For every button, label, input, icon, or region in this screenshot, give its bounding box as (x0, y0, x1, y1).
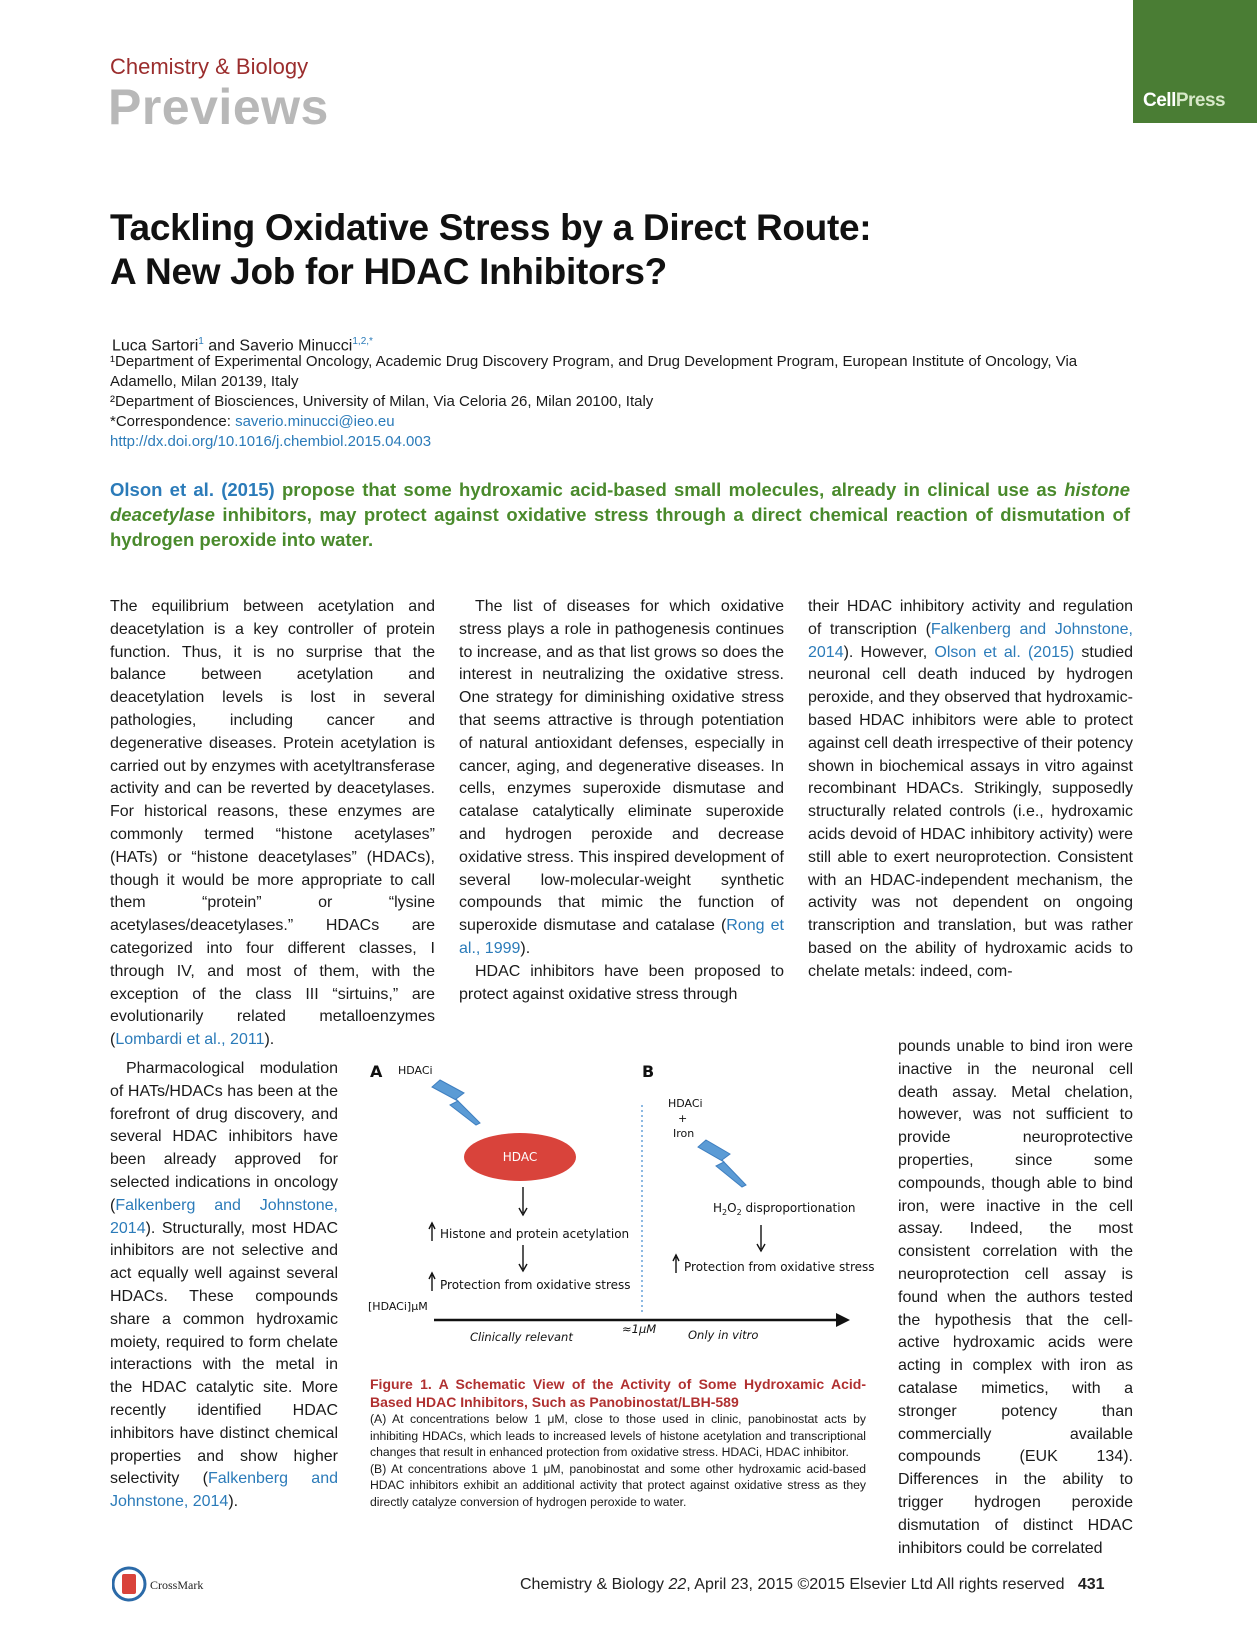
figure-caption (370, 1375, 866, 1510)
panel-b-hdaci-label: HDACi (668, 1097, 703, 1110)
cellpress-logo-text (1143, 90, 1225, 112)
citation-link[interactable]: Olson et al. (2015) (934, 643, 1075, 661)
panel-a-label: A (370, 1062, 383, 1081)
body-text: studied neuronal cell death induced by hydrogen peroxide, and they observed that hydroxamic-based HDAC inhibitors were able to protect against cell death irrespective of their potency shown in biochemical assays in vitro against recombinant HDACs. Strikingly, supposedly structurally related controls (i.e., hydroxamic acids devoid of HDAC inhibitory activity) were still able to exert neuroprotection. Consistent with an HDAC-independent mechanism, the activity was not dependent on ongoing transcription and translation, but was rather based on the ability of hydroxamic acids to chelate metals: indeed, com- (808, 643, 1134, 980)
footer-copyright: , April 23, 2015 ©2015 Elsevier Ltd All rights reserved (686, 1576, 1065, 1593)
body-text: ). (228, 1493, 239, 1511)
panel-b-plus: + (678, 1112, 688, 1125)
title-line-2: A New Job for HDAC Inhibitors? (110, 251, 667, 292)
citation-link[interactable]: Falkenberg and Johnstone, 2014 (808, 620, 1133, 661)
body-text: ). However, (843, 643, 935, 661)
lightning-bolt-icon (698, 1140, 746, 1187)
h2o2-h: H (713, 1201, 723, 1215)
body-text: ). (520, 939, 531, 957)
affiliation-1: ¹Department of Experimental Oncology, Academic Drug Discovery Program, and Drug Development Program, European Institute of Oncology, Via Adamello, Milan 20139, Italy (110, 353, 1078, 390)
column-3-top (808, 596, 1133, 984)
paragraph (110, 1058, 338, 1514)
cellpress-logo[interactable] (1133, 0, 1257, 123)
axis-arrowhead (836, 1313, 850, 1327)
article-title (110, 206, 871, 294)
figure-1-diagram (368, 1055, 876, 1355)
panel-a-protection-label: Protection from oxidative stress (440, 1278, 631, 1292)
author-1-affil[interactable]: 1 (198, 336, 204, 347)
crossmark-text: CrossMark (150, 1578, 204, 1592)
page-number: 431 (1077, 1576, 1105, 1593)
threshold-label: ≈1μM (622, 1322, 657, 1336)
h2o2-text: disproportionation (741, 1201, 856, 1215)
abstract-italic: histone deacetylase (110, 479, 1130, 525)
body-text: ). (264, 1031, 275, 1049)
citation-link[interactable]: Lombardi et al., 2011 (115, 1031, 265, 1049)
abstract (110, 477, 1130, 552)
caption-panel-b: (B) At concentrations above 1 μM, panobinostat and some other hydroxamic acid-based HDAC inhibitors exhibit an additional activity that protect against oxidative stress as they directly catalyze conversion of hydrogen peroxide to water. (370, 1461, 866, 1509)
journal-name: Chemistry & Biology (110, 54, 309, 79)
body-text: their HDAC inhibitory activity and regulation of transcription ( (808, 598, 1133, 638)
abstract-text-2: inhibitors, may protect against oxidative stress through a direct chemical reaction of dismutation of hydrogen peroxide into water. (110, 504, 1130, 550)
brand-cell: Cell (1143, 90, 1176, 111)
author-1: Luca Sartori (112, 337, 199, 355)
title-line-1: Tackling Oxidative Stress by a Direct Route: (110, 207, 872, 248)
panel-b-iron-label: Iron (673, 1127, 695, 1140)
footer-journal: Chemistry & Biology (520, 1576, 669, 1593)
h2o2-sub: 2 (722, 1208, 728, 1217)
h2o2-label (713, 1201, 856, 1217)
correspondence (110, 412, 1140, 432)
author-2: Saverio Minucci (239, 337, 353, 355)
abstract-text-1: propose that some hydroxamic acid-based small molecules, already in clinical use as (274, 479, 1065, 500)
correspondence-email-link[interactable]: saverio.minucci@ieo.eu (235, 413, 395, 430)
column-1-top (110, 596, 435, 1052)
doi-link[interactable]: http://dx.doi.org/10.1016/j.chembiol.2015.04.003 (110, 433, 432, 450)
abstract-citation-link[interactable]: Olson et al. (2015) (110, 479, 275, 500)
citation-link[interactable]: Falkenberg and Johnstone, 2014 (110, 1470, 338, 1511)
in-vitro-label: Only in vitro (688, 1328, 759, 1342)
correspondence-label: *Correspondence: (110, 413, 236, 430)
body-text: The list of diseases for which oxidative stress plays a role in pathogenesis continues to increase, and as that list grows so does the interest in neutralizing the oxidative stress. One strategy for diminishing oxidative stress that seems attractive is through potentiation of natural antioxidant defenses, especially in cancer, aging, and degenerative diseases. In cells, enzymes superoxide dismutase and catalase catalytically eliminate superoxide and hydrogen peroxide and decrease oxidative stress. This inspired development of several low-molecular-weight synthetic compounds that mimic the function of superoxide dismutase and catalase ( (459, 598, 784, 935)
affiliation-2: ²Department of Biosciences, University of Milan, Via Celoria 26, Milan 20100, Italy (110, 393, 654, 410)
column-2 (459, 596, 784, 1006)
crossmark-bookmark (122, 1574, 136, 1594)
brand-press: Press (1175, 90, 1226, 111)
affiliations (110, 352, 1140, 452)
section-label: Previews (108, 79, 329, 135)
citation-link[interactable]: Falkenberg and Johnstone, 2014 (110, 1196, 338, 1237)
caption-panel-a: (A) At concentrations below 1 μM, close to those used in clinic, panobinostat acts by inhibiting HDACs, which leads to increased levels of histone acetylation and transcriptional changes that result in enhanced protection from oxidative stress. HDACi, HDAC inhibitor. (370, 1412, 866, 1459)
paragraph: pounds unable to bind iron were inactive in the neuronal cell death assay. Metal chelation, however, was not sufficient to provide neuroprotective properties, since some compounds, though able to bind iron, were inactive in the cell assay. Indeed, the most consistent correlation with the neuroprotection cell assay is found when the authors tested the hypothesis that the cell-active hydroxamic acids were acting in complex with iron as catalase mimetics, with a stronger potency than commercially available compounds (EUK 134). Differences in the ability to trigger hydrogen peroxide dismutation of distinct HDAC inhibitors could be correlated (898, 1038, 1133, 1557)
page-footer (520, 1576, 1105, 1594)
panel-a-hdaci-label: HDACi (398, 1064, 433, 1077)
lightning-bolt-icon (432, 1080, 480, 1125)
author-join: and (203, 337, 240, 355)
body-text: ). Structurally, most HDAC inhibitors are not selective and act equally well against several HDACs. These compounds share a common hydroxamic moiety, required to form chelate interactions with the metal in the HDAC catalytic site. More recently identified HDAC inhibitors have distinct chemical properties and show higher selectivity ( (110, 1219, 338, 1488)
body-text: Pharmacological modulation of HATs/HDACs has been at the forefront of drug discovery, and several HDAC inhibitors have been already approved for selected indications in oncology ( (110, 1060, 338, 1214)
caption-title: Figure 1. A Schematic View of the Activity of Some Hydroxamic Acid-Based HDAC Inhibitors, Such as Panobinostat/LBH-589 (370, 1376, 866, 1410)
footer-volume: 22 (668, 1576, 687, 1593)
author-2-affil[interactable]: 1,2,* (352, 336, 373, 347)
body-text: The equilibrium between acetylation and deacetylation is a key controller of protein function. Thus, it is no surprise that the balance between acetylation and deacetylation levels is lost in several pathologies, including cancer and degenerative diseases. Protein acetylation is carried out by enzymes with acetyltransferase activity and can be reverted by deacetylases. For historical reasons, these enzymes are commonly termed “histone acetylases” (HATs) or “histone deacetylases” (HDACs), though it would be more appropriate to call them “protein” or “lysine acetylases/deacetylases.” HDACs are categorized into four different classes, I through IV, and most of them, with the exception of the class III “sirtuins,” are evolutionarily related metalloenzymes ( (110, 598, 435, 1049)
hdac-label: HDAC (502, 1150, 538, 1164)
panel-b-label: B (642, 1062, 655, 1081)
paragraph: HDAC inhibitors have been proposed to protect against oxidative stress through (459, 962, 784, 1003)
citation-link[interactable]: Rong et al., 1999 (459, 917, 784, 957)
paragraph (808, 596, 1133, 984)
column-1-bottom (110, 1058, 338, 1514)
paragraph (459, 596, 784, 961)
h2o2-o: O (727, 1201, 737, 1215)
acetylation-label: Histone and protein acetylation (440, 1227, 630, 1241)
clinically-relevant-label: Clinically relevant (470, 1330, 573, 1344)
h2o2-sub: 2 (736, 1208, 742, 1217)
paragraph (110, 596, 435, 1052)
panel-b-protection-label: Protection from oxidative stress (684, 1260, 875, 1274)
axis-label: [HDACi]μM (368, 1300, 428, 1313)
column-3-bottom (898, 1036, 1133, 1560)
